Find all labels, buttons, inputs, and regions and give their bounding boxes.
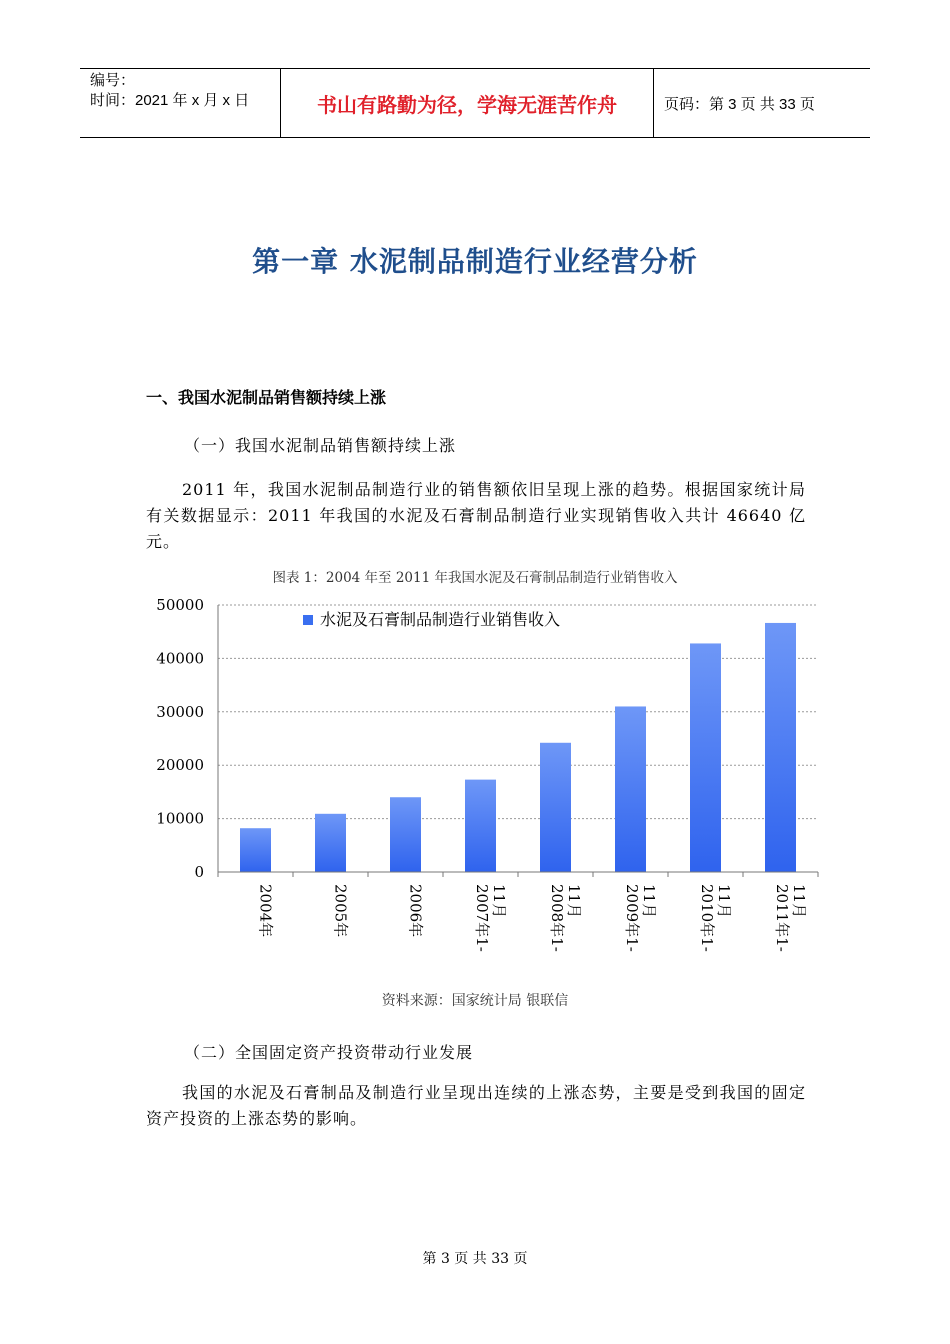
y-tick-label: 10000 xyxy=(156,809,204,828)
y-tick-label: 50000 xyxy=(156,596,204,614)
x-tick-label xyxy=(623,884,658,952)
figure-caption: 图表 1：2004 年至 2011 年我国水泥及石膏制品制造行业销售收入 xyxy=(272,570,678,586)
paragraph-2: 我国的水泥及石膏制品及制造行业呈现出连续的上涨态势，主要是受到我国的固定资产投资的上涨态势的影响。 xyxy=(146,1083,806,1128)
bar xyxy=(615,706,646,872)
x-tick-label xyxy=(407,884,425,937)
bar xyxy=(765,623,796,872)
x-tick-label-line: 2010年1- xyxy=(698,884,716,952)
x-tick-label-line: 2007年1- xyxy=(473,884,491,952)
y-tick-label: 30000 xyxy=(156,702,204,721)
x-tick-label xyxy=(548,884,583,952)
x-tick-label-line: 11月 xyxy=(790,884,808,919)
header-page-info: 页码：第 3 页 共 33 页 xyxy=(664,95,815,113)
x-tick-label-line: 2009年1- xyxy=(623,884,641,952)
x-tick-label-line: 11月 xyxy=(490,884,508,919)
page-header xyxy=(80,68,870,138)
bar xyxy=(540,743,571,872)
page-footer: 第 3 页 共 33 页 xyxy=(422,1251,528,1267)
x-tick-label xyxy=(773,884,808,952)
sales-bar-chart xyxy=(140,590,840,980)
source-note: 资料来源：国家统计局 银联信 xyxy=(381,993,569,1009)
header-meta xyxy=(80,69,281,137)
x-tick-label-line: 11月 xyxy=(640,884,658,919)
bar xyxy=(315,814,346,872)
x-tick-label xyxy=(698,884,733,952)
legend-label: 水泥及石膏制品制造行业销售收入 xyxy=(320,610,561,629)
x-tick-label-line: 2008年1- xyxy=(548,884,566,952)
x-tick-label xyxy=(257,884,275,937)
section-heading: 一、我国水泥制品销售额持续上涨 xyxy=(146,388,387,407)
x-tick-label xyxy=(473,884,508,952)
bar xyxy=(390,797,421,872)
x-tick-label xyxy=(332,884,350,937)
chart-legend xyxy=(303,610,560,629)
y-tick-label: 40000 xyxy=(156,649,204,668)
chapter-title: 第一章 水泥制品制造行业经营分析 xyxy=(252,245,698,278)
x-tick-label-line: 2011年1- xyxy=(773,884,791,952)
x-tick-label-line: 2006年 xyxy=(406,884,425,938)
bar xyxy=(690,643,721,872)
x-tick-label-line: 11月 xyxy=(565,884,583,919)
y-tick-label: 20000 xyxy=(156,756,204,775)
subsection-heading-2: （二）全国固定资产投资带动行业发展 xyxy=(184,1043,474,1062)
bar xyxy=(240,828,271,872)
x-tick-label-line: 2004年 xyxy=(256,884,275,938)
bar xyxy=(465,780,496,872)
paragraph-1: 2011 年，我国水泥制品制造行业的销售额依旧呈现上涨的趋势。根据国家统计局有关数据显示：2011 年我国的水泥及石膏制品制造行业实现销售收入共计 46640 亿元。 xyxy=(146,480,806,551)
doc-number-label: 编号： xyxy=(90,72,136,89)
header-motto: 书山有路勤为径，学海无涯苦作舟 xyxy=(281,69,654,137)
y-tick-label: 0 xyxy=(194,863,204,881)
subsection-heading-1: （一）我国水泥制品销售额持续上涨 xyxy=(184,436,457,455)
x-tick-label-line: 11月 xyxy=(715,884,733,919)
x-tick-label-line: 2005年 xyxy=(331,884,350,938)
legend-swatch xyxy=(303,615,313,625)
doc-date-label: 时间：2021 年 x 月 x 日 xyxy=(90,92,250,109)
